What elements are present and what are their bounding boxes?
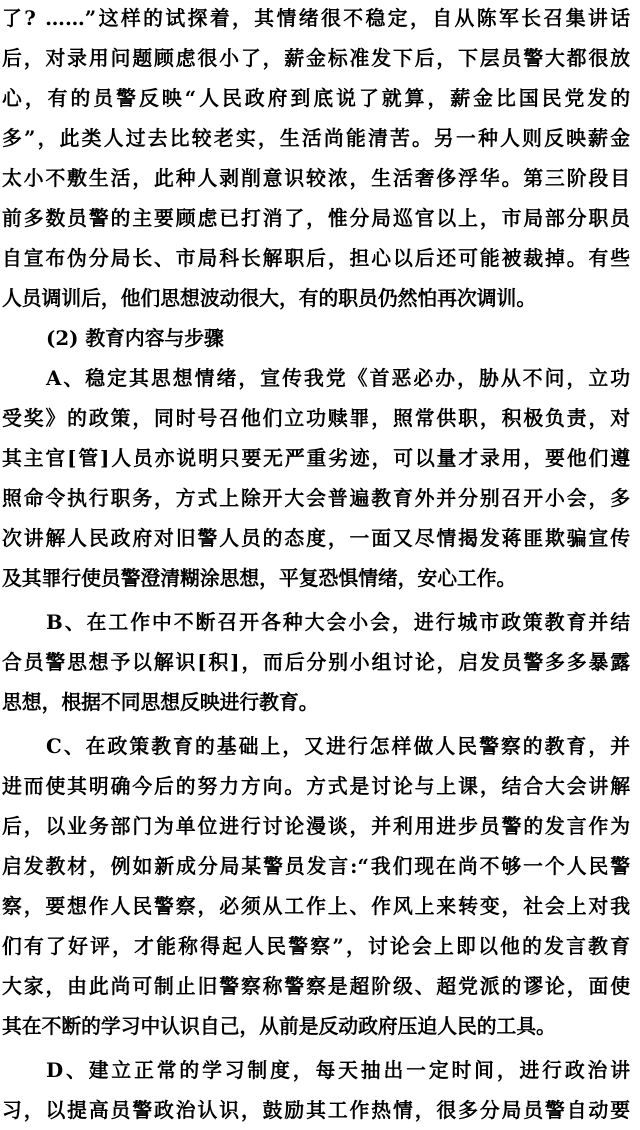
paragraph-b <box>2 602 630 722</box>
text-line: 心，有的员警反映“人民政府到底说了就算，薪金比国民党发的 <box>2 86 630 110</box>
text-line: 照命令执行职务，方式上除开大会普遍教育外并分别召开小会，多 <box>2 486 630 510</box>
text-line: 后，以业务部门为单位进行讨论漫谈，并利用进步员警的发言作为 <box>2 814 630 838</box>
text-line: 其在不断的学习中认识自己，从前是反动政府压迫人民的工具。 <box>2 1014 556 1038</box>
text-line: 多”，此类人过去比较老实，生活尚能清苦。另一种人则反映薪金 <box>2 126 630 150</box>
paragraph-continued <box>2 0 630 318</box>
text-line: 们有了好评，才能称得起人民警察”，讨论会上即以他的发言教育 <box>2 934 630 958</box>
text-line: 及其罪行使员警澄清糊涂思想，平复恐惧情绪，安心工作。 <box>2 566 517 590</box>
paragraph-c <box>2 726 630 1046</box>
text-line: 自宣布伪分局长、市局科长解职后，担心以后还可能被裁掉。有些 <box>2 246 630 270</box>
paragraph-a <box>2 358 630 598</box>
text-line: 太小不敷生活，此种人剥削意识较浓，生活奢侈浮华。第三阶段目 <box>2 166 630 190</box>
paragraph-d <box>2 1050 630 1130</box>
text-line: 次讲解人民政府对旧警人员的态度，一面又尽情揭发蒋匪欺骗宣传 <box>2 526 630 550</box>
text-line: 思想，根据不同思想反映进行教育。 <box>2 690 319 714</box>
heading-text: (2) 教育内容与步骤 <box>46 326 224 350</box>
text-line: 合员警思想予以解识[积]，而后分别小组讨论，启发员警多多暴露 <box>2 650 630 674</box>
text-line: 启发教材，例如新成分局某警员发言:“我们现在尚不够一个人民警 <box>2 854 630 878</box>
text-line: 前多数员警的主要顾虑已打消了，惟分局巡官以上，市局部分职员 <box>2 206 630 230</box>
text-line: 其主官[管]人员亦说明只要无严重劣迹，可以量才录用，要他们遵 <box>2 446 630 470</box>
text-line: C、在政策教育的基础上，又进行怎样做人民警察的教育，并 <box>46 734 630 758</box>
text-line: A、稳定其思想情绪，宣传我党《首恶必办，胁从不问，立功 <box>46 366 630 390</box>
text-line: B、在工作中不断召开各种大会小会，进行城市政策教育并结 <box>46 610 630 634</box>
section-heading <box>2 318 630 358</box>
text-line: 大家，由此尚可制止旧警察称警察是超阶级、超党派的谬论，面使 <box>2 974 630 998</box>
text-line: 察，要想作人民警察，必须从工作上、作风上来转变，社会上对我 <box>2 894 630 918</box>
text-line: 习，以提高员警政治认识，鼓励其工作热情，很多分局员警自动要 <box>2 1098 630 1122</box>
text-line: 了? ……”这样的试探着，其情绪很不稳定，自从陈军长召集讲话 <box>2 6 630 30</box>
text-line: 受奖》的政策，同时号召他们立功赎罪，照常供职，积极负责，对 <box>2 406 630 430</box>
text-line: 后，对录用问题顾虑很小了，薪金标准发下后，下层员警大都很放 <box>2 46 630 70</box>
text-line: 人员调训后，他们思想波动很大，有的职员仍然怕再次调训。 <box>2 286 537 310</box>
text-line: D、建立正常的学习制度，每天抽出一定时间，进行政治讲 <box>46 1058 630 1082</box>
text-line: 进而使其明确今后的努力方向。方式是讨论与上课，结合大会讲解 <box>2 774 630 798</box>
